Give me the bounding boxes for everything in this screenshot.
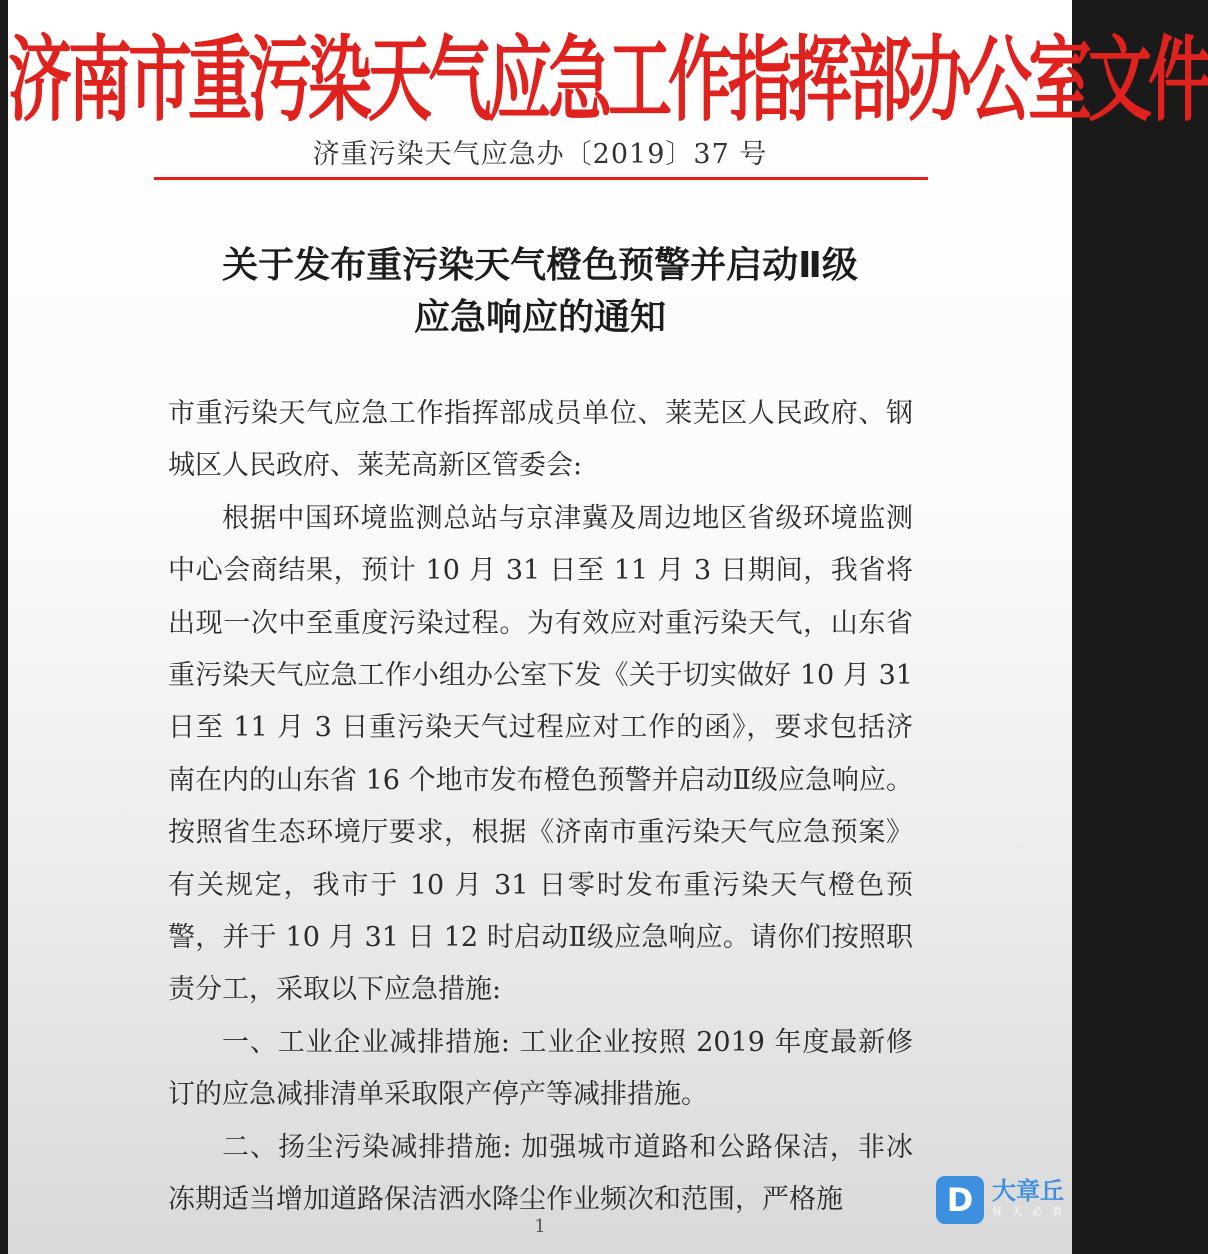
notice-title-line1: 关于发布重污染天气橙色预警并启动Ⅱ级 [222,245,858,286]
body-paragraph-2: 一、工业企业减排措施: 工业企业按照 2019 年度最新修订的应急减排清单采取限产停产等减排措施。 [168,1026,913,1111]
addressee-paragraph: 市重污染天气应急工作指挥部成员单位、莱芜区人民政府、钢城区人民政府、莱芜高新区管委会: [168,398,913,482]
watermark-name: 大章丘 [992,1177,1064,1205]
notice-title [8,240,1072,344]
office-header-title: 济南市重污染天气应急工作指挥部办公室文件 [8,27,1208,136]
document-number: 济重污染天气应急办〔2019〕37 号 [312,139,768,170]
body-paragraph-1: 根据中国环境监测总站与京津冀及周边地区省级环境监测中心会商结果，预计 10 月 31 日至 11 月 3 日期间，我省将出现一次中至重度污染过程。为有效应对重污染天气，山东省重污染天气应急工作小组办公室下发《关于切实做好 10 月 31 日至 11 月 3 日重污染天气过程应对工作的函》，要求包括济南在内的山东省 16 个地市发布橙色预警并启动Ⅱ级应急响应。按照省生态环境厅要求，根据《济南市重污染天气应急预案》有关规定，我市于 10 月 31 日零时发布重污染天气橙色预警，并于 10 月 31 日 12 时启动Ⅱ级应急响应。请你们按照职责分工，采取以下应急措施: [168,502,913,1006]
watermark [936,1176,1072,1224]
document-page [8,0,1208,1254]
body-paragraph-3: 二、扬尘污染减排措施: 加强城市道路和公路保洁，非冰冻期适当增加道路保洁洒水降尘作业频次和范围，严格施 [168,1131,913,1216]
page-number: 1 [534,1216,546,1237]
dazhangqiu-logo-icon: D [936,1176,984,1224]
notice-body [168,388,913,1227]
red-divider-line [154,177,928,180]
watermark-slogan: 每天必看 [992,1207,1072,1218]
watermark-text [992,1176,1072,1220]
notice-title-line2: 应急响应的通知 [413,297,666,338]
